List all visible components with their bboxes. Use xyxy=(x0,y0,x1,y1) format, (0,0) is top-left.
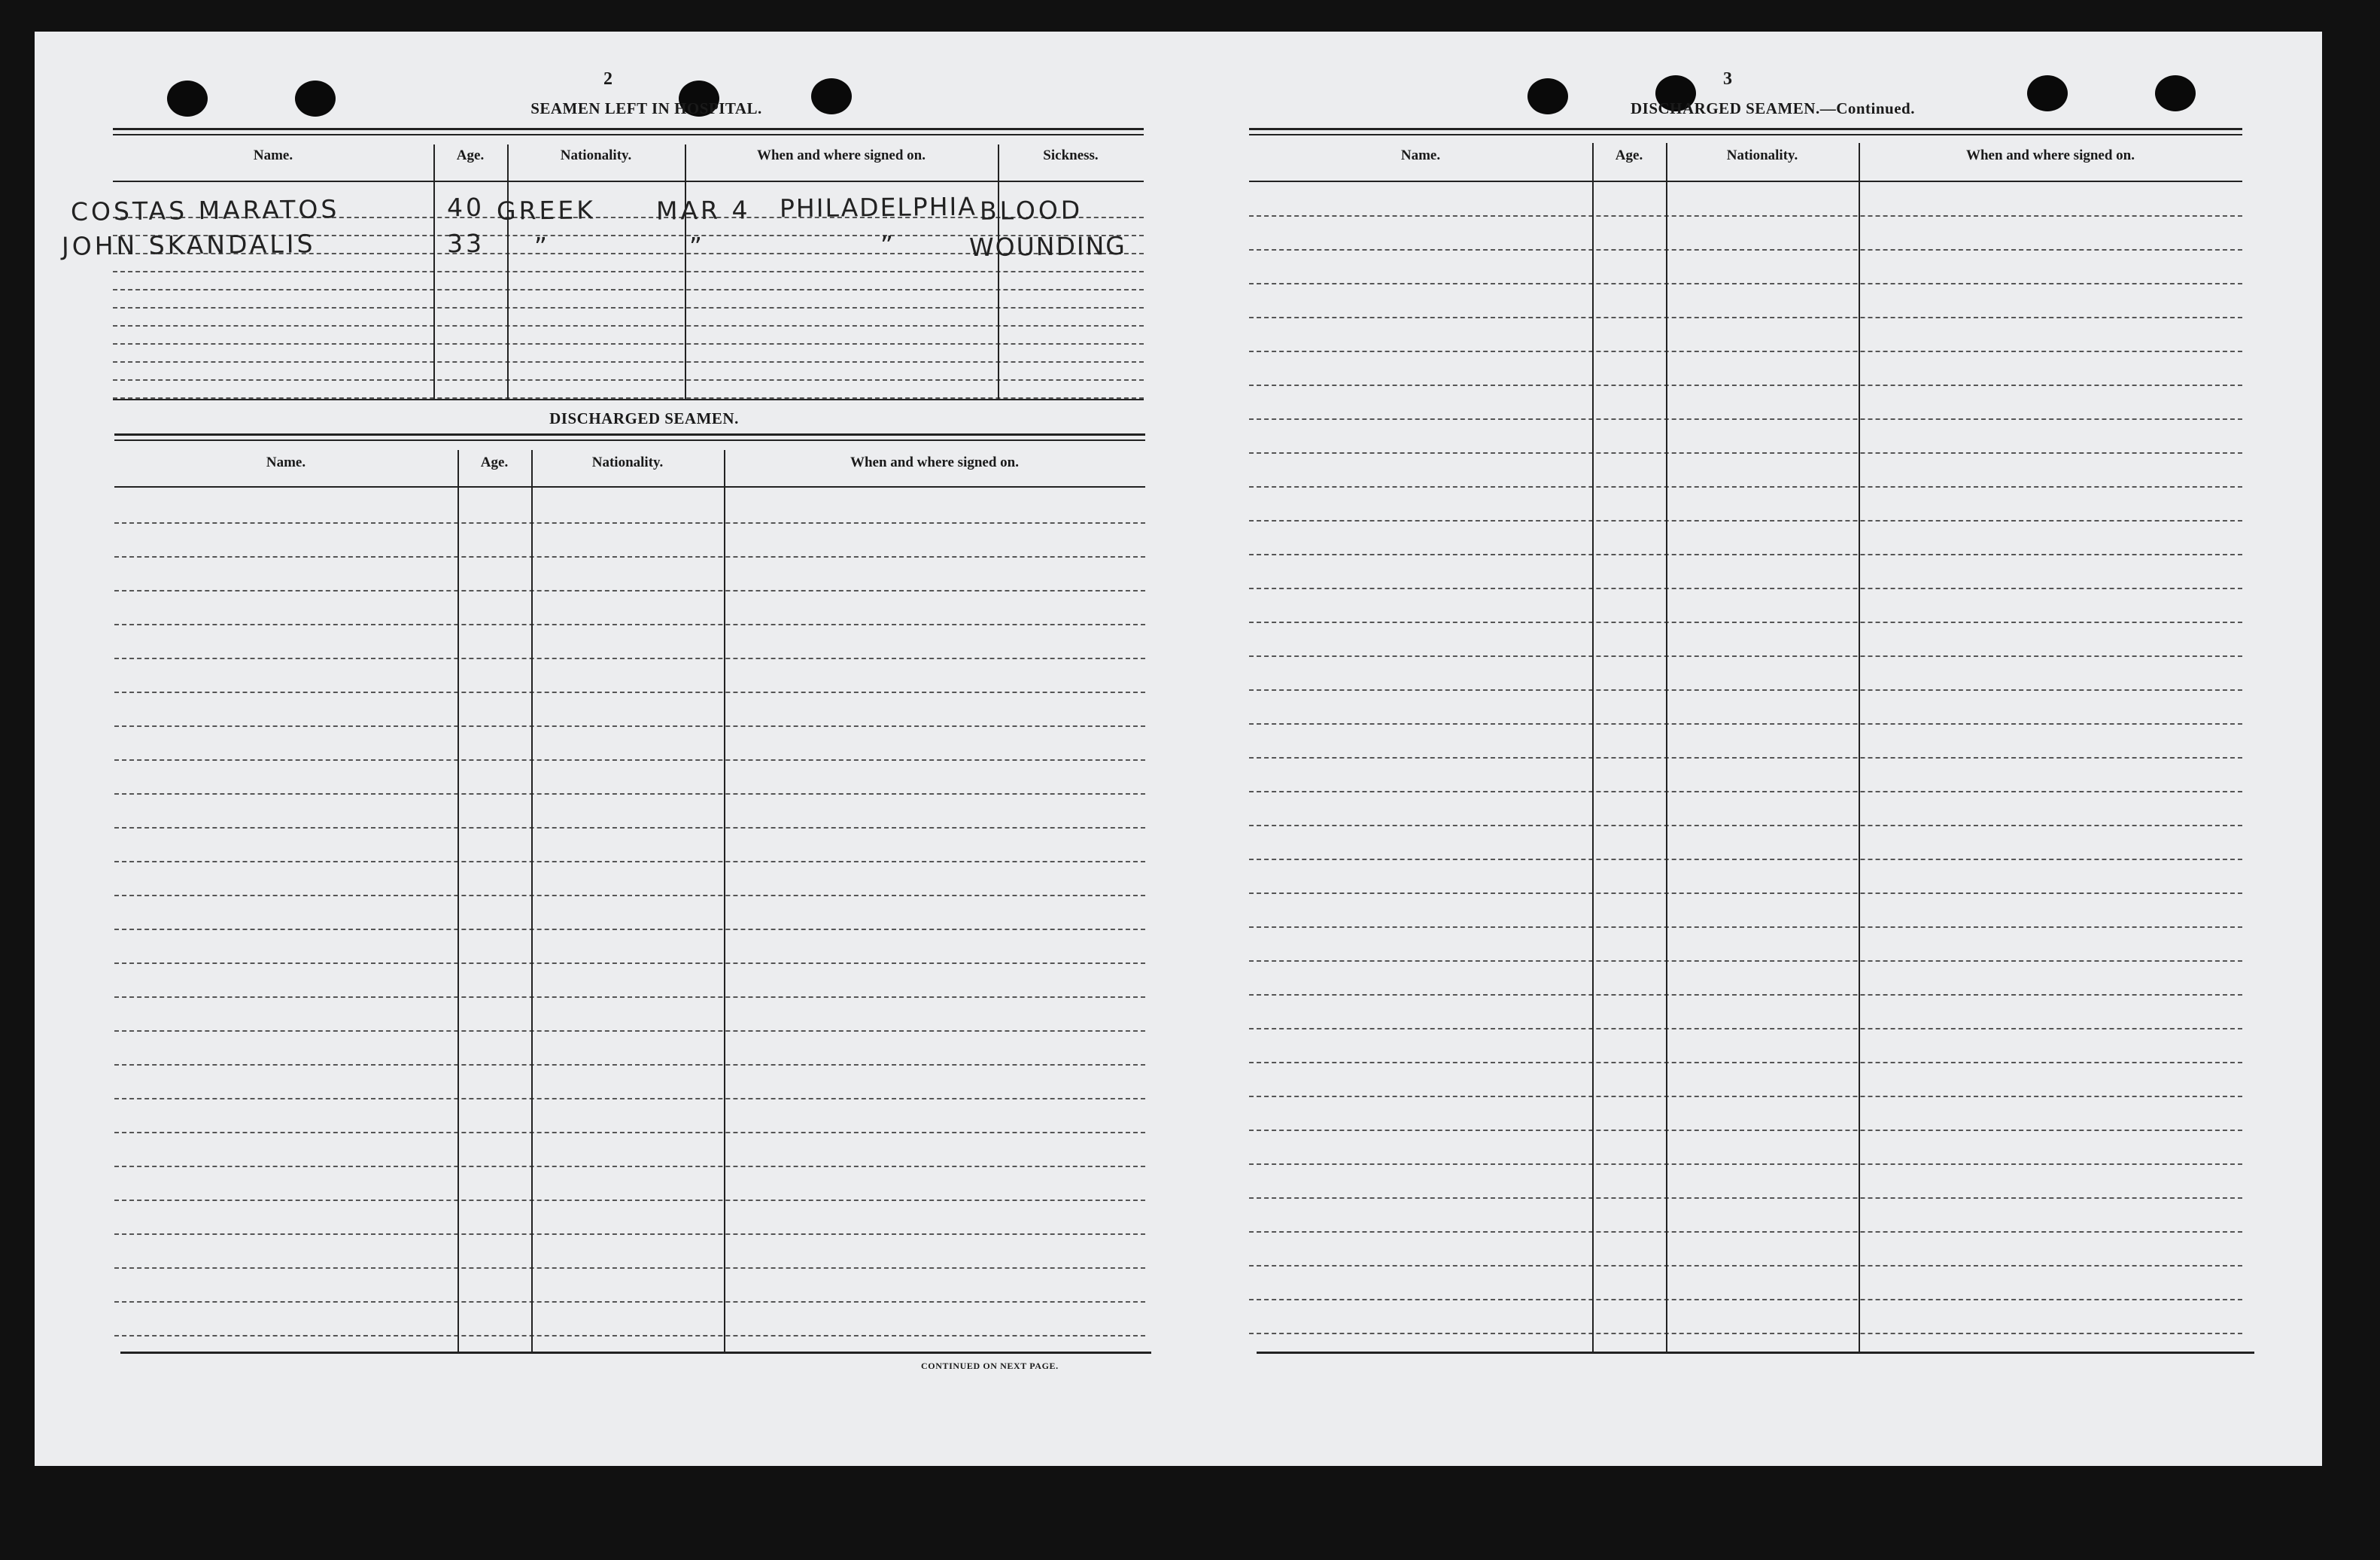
ruled-line xyxy=(1249,452,2242,454)
ruled-line xyxy=(114,1030,1145,1032)
ruled-line xyxy=(114,861,1145,862)
ruled-line xyxy=(113,289,1144,290)
column-header-sickness: Sickness. xyxy=(1043,147,1099,163)
ruled-line xyxy=(114,827,1145,829)
ruled-line xyxy=(1249,723,2242,725)
ruled-line xyxy=(114,1335,1145,1336)
ruled-line xyxy=(1249,655,2242,657)
ruled-line xyxy=(1249,520,2242,522)
ruled-line xyxy=(114,556,1145,558)
ruled-line xyxy=(1249,1265,2242,1267)
ruled-line xyxy=(1249,960,2242,962)
column-divider xyxy=(685,144,686,400)
ruled-line xyxy=(1249,757,2242,759)
column-divider xyxy=(1592,143,1594,1352)
ruled-line xyxy=(114,692,1145,693)
ruled-line xyxy=(114,725,1145,727)
column-divider xyxy=(433,144,435,400)
ruled-line xyxy=(1249,1130,2242,1131)
ruled-line xyxy=(114,1166,1145,1167)
column-header-nationality: Nationality. xyxy=(1726,147,1798,163)
discharged-section-title: DISCHARGED SEAMEN. xyxy=(549,409,739,427)
entry-signed-date: ” xyxy=(688,231,706,262)
ruled-line xyxy=(1249,893,2242,894)
entry-nationality: ” xyxy=(533,231,551,262)
column-header-age: Age. xyxy=(456,147,485,163)
ruled-line xyxy=(1249,1163,2242,1165)
ruled-line xyxy=(114,1301,1145,1303)
column-header-name: Name. xyxy=(266,455,306,470)
column-header-signed-on: When and where signed on. xyxy=(1965,147,2135,163)
ruled-line xyxy=(114,962,1145,964)
ruled-line xyxy=(1249,622,2242,623)
ruled-line xyxy=(114,996,1145,998)
left-page xyxy=(35,32,1178,1466)
ruled-line xyxy=(1249,1231,2242,1233)
ruled-line xyxy=(113,325,1144,327)
column-header-nationality: Nationality. xyxy=(560,147,632,163)
ruled-line xyxy=(113,271,1144,272)
ruled-line xyxy=(1249,825,2242,826)
entry-sickness: BLOOD xyxy=(979,195,1084,226)
entry-name: COSTAS MARATOS xyxy=(70,194,340,227)
ruled-line xyxy=(1249,418,2242,420)
ruled-line xyxy=(1249,249,2242,251)
ruled-line xyxy=(114,1098,1145,1099)
entry-signed-place: ” xyxy=(880,230,897,260)
ruled-line xyxy=(1249,1299,2242,1300)
ruled-line xyxy=(114,895,1145,896)
column-header-signed-on: When and where signed on. xyxy=(756,147,926,163)
entry-age: 40 xyxy=(446,192,485,223)
ruled-line xyxy=(1249,791,2242,792)
ruled-line xyxy=(114,1200,1145,1201)
ruled-line xyxy=(114,658,1145,659)
column-divider xyxy=(1859,143,1860,1352)
ruled-line xyxy=(113,343,1144,345)
ruled-line xyxy=(114,1132,1145,1133)
ruled-line xyxy=(1249,317,2242,318)
ruled-line xyxy=(1249,994,2242,996)
ruled-line xyxy=(1249,385,2242,386)
column-header-age: Age. xyxy=(1615,147,1643,163)
ruled-line xyxy=(114,929,1145,930)
entry-name: JOHN SKANDALIS xyxy=(61,229,316,261)
column-header-signed-on: When and where signed on. xyxy=(850,455,1019,470)
ruled-line xyxy=(1249,588,2242,589)
ruled-line xyxy=(113,361,1144,363)
ruled-line xyxy=(114,624,1145,625)
ruled-line xyxy=(114,793,1145,795)
column-header-name: Name. xyxy=(253,147,293,163)
entry-age: 33 xyxy=(446,228,485,259)
ruled-line xyxy=(114,1267,1145,1269)
entry-signed-date: MAR 4 xyxy=(655,195,751,226)
hospital-section-title: SEAMEN LEFT IN HOSPITAL. xyxy=(530,99,762,117)
ruled-line xyxy=(113,379,1144,381)
ruled-line xyxy=(1249,689,2242,691)
ruled-line xyxy=(114,759,1145,761)
column-header-age: Age. xyxy=(480,455,509,470)
column-divider xyxy=(507,144,509,400)
column-divider xyxy=(998,144,999,400)
discharged-continued-title: DISCHARGED SEAMEN.—Continued. xyxy=(1631,99,1915,117)
ruled-line xyxy=(1249,486,2242,488)
column-divider xyxy=(1666,143,1667,1352)
entry-signed-place: PHILADELPHIA xyxy=(779,191,977,224)
ruled-line xyxy=(113,307,1144,309)
ruled-line xyxy=(114,522,1145,524)
page-number: 3 xyxy=(1723,69,1732,89)
ruled-line xyxy=(1249,926,2242,928)
ruled-line xyxy=(1249,1197,2242,1199)
entry-nationality: GREEK xyxy=(496,195,597,226)
right-page xyxy=(1178,32,2322,1466)
continued-footer: CONTINUED ON NEXT PAGE. xyxy=(921,1361,1059,1371)
ruled-line xyxy=(1249,351,2242,352)
ruled-line xyxy=(1249,1028,2242,1029)
column-header-nationality: Nationality. xyxy=(591,455,664,470)
ruled-line xyxy=(1249,554,2242,555)
ruled-line xyxy=(1249,859,2242,860)
column-divider xyxy=(457,450,459,1352)
ruled-line xyxy=(1249,1333,2242,1334)
column-header-name: Name. xyxy=(1400,147,1441,163)
ruled-line xyxy=(1249,283,2242,284)
column-divider xyxy=(724,450,725,1352)
ruled-line xyxy=(1249,215,2242,217)
ruled-line xyxy=(114,590,1145,591)
ruled-line xyxy=(114,1064,1145,1066)
ruled-line xyxy=(114,1233,1145,1235)
ruled-line xyxy=(1249,1096,2242,1097)
ruled-line xyxy=(1249,1062,2242,1063)
page-number: 2 xyxy=(603,69,612,89)
ledger-sheet xyxy=(35,32,2322,1466)
column-divider xyxy=(531,450,533,1352)
entry-sickness: WOUNDING xyxy=(968,230,1127,263)
